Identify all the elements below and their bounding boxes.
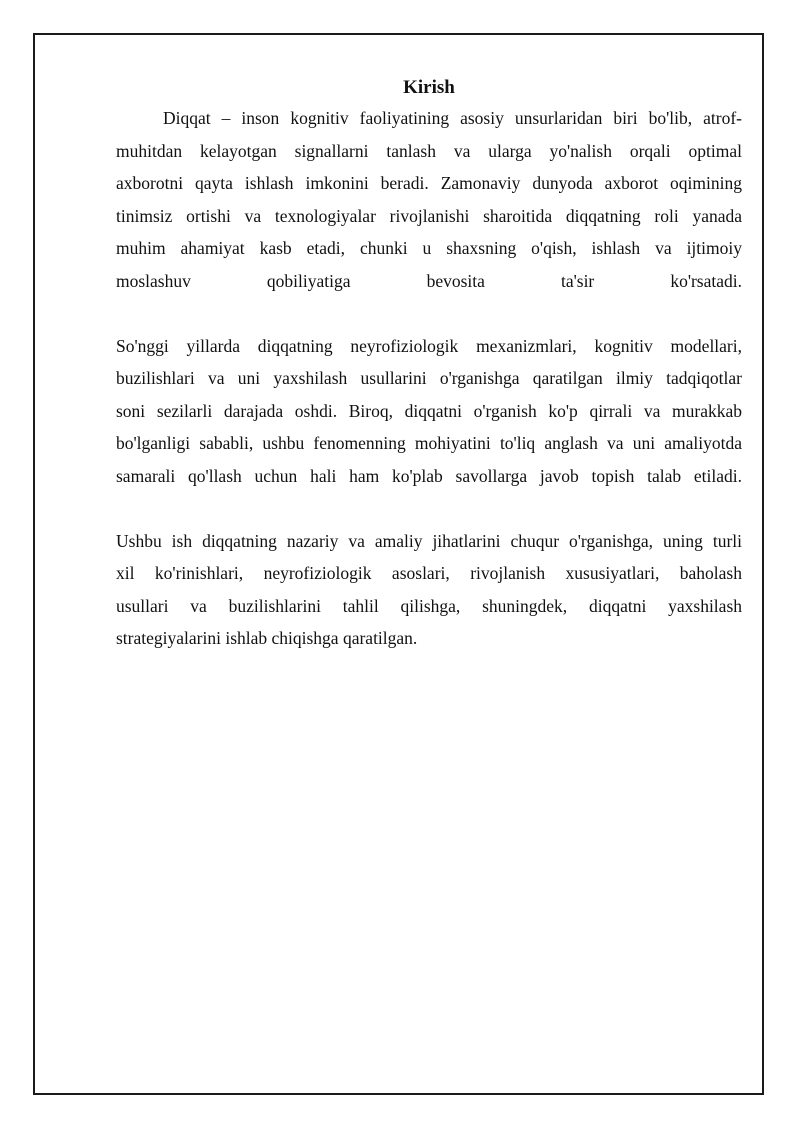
document-body [116,74,742,655]
text-line: Ushbu ish diqqatning nazariy va amaliy jihatlarini chuqur o'rganishga, uning turli [116,530,742,551]
text-line: usullari va buzilishlarini tahlil qilishga, shuningdek, diqqatni yaxshilash [116,595,742,616]
paragraph-research [116,330,742,493]
text-line: Diqqat – inson kognitiv faoliyatining asosiy unsurlaridan biri bo'lib, atrof- [163,108,742,128]
text-line: bo'lganligi sababli, ushbu fenomenning mohiyatini to'liq anglash va uni amaliyotda [116,433,742,453]
text-line: soni sezilarli darajada oshdi. Biroq, diqqatni o'rganish ko'p qirrali va murakkab [116,400,742,421]
text-line: strategiyalarini ishlab chiqishga qaratilgan. [116,628,418,648]
text-line: tinimsiz ortishi va texnologiyalar rivojlanishi sharoitida diqqatning roli yanada [116,205,742,226]
paragraph-gap [116,492,742,525]
text-line: muhitdan kelayotgan signallarni tanlash va ularga yo'nalish orqali optimal [116,140,742,161]
text-line: xil ko'rinishlari, neyrofiziologik asoslari, rivojlanish xususiyatlari, baholash [116,563,742,583]
text-line: So'nggi yillarda diqqatning neyrofiziologik mexanizmlari, kognitiv modellari, [116,335,742,356]
text-line: muhim ahamiyat kasb etadi, chunki u shaxsning o'qish, ishlash va ijtimoiy [116,238,742,258]
text-line: buzilishlari va uni yaxshilash usullarini o'rganishga qaratilgan ilmiy tadqiqotlar [116,368,742,388]
text-line: moslashuv qobiliyatiga bevosita ta'sir ko'rsatadi. [116,270,742,291]
paragraph-aim [116,525,742,655]
paragraph-intro [116,102,742,297]
paragraph-gap [116,297,742,330]
text-line: axborotni qayta ishlash imkonini beradi. Zamonaviy dunyoda axborot oqimining [116,173,742,193]
text-line: samarali qo'llash uchun hali ham ko'plab savollarga javob topish talab etiladi. [116,465,742,486]
document-title: Kirish [403,77,455,98]
